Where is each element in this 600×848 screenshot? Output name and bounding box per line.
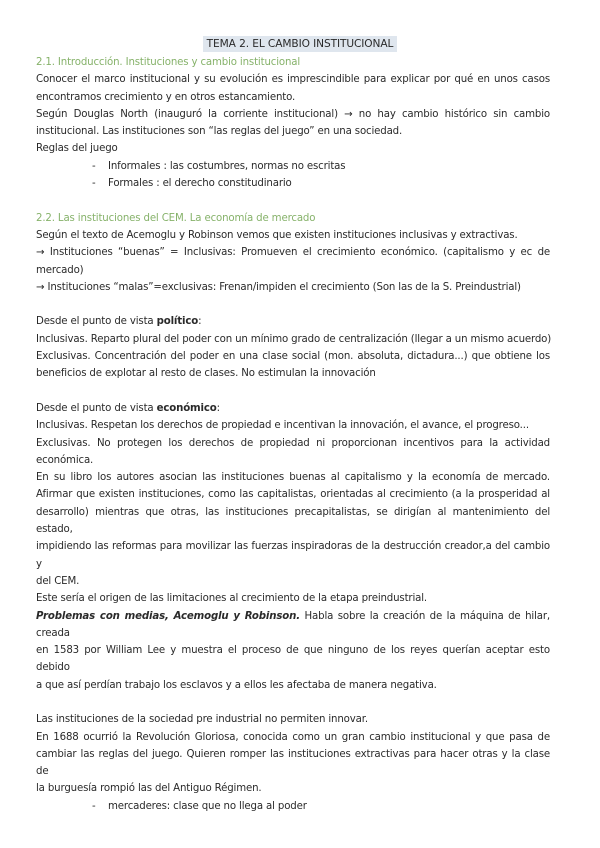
paragraph-line: Las instituciones de la sociedad pre industrial no permiten innovar. bbox=[36, 714, 368, 726]
spacer bbox=[36, 694, 550, 711]
rules-label: Reglas del juego bbox=[36, 143, 118, 155]
paragraph-line: mercado) bbox=[36, 264, 84, 276]
spacer bbox=[36, 192, 550, 209]
page-title: TEMA 2. EL CAMBIO INSTITUCIONAL bbox=[203, 36, 398, 52]
paragraph-line: beneficios de explotar al resto de clases. No estimulan la innovación bbox=[36, 368, 376, 380]
bold-term: económico bbox=[156, 402, 217, 414]
paragraph-line: Inclusivas. Respetan los derechos de propiedad e incentivan la innovación, el avance, el progreso... bbox=[36, 420, 529, 432]
paragraph-line: del CEM. bbox=[36, 575, 80, 587]
paragraph-line: En 1688 ocurrió la Revolución Gloriosa, conocida como un gran cambio institucional y que pasa de bbox=[36, 731, 550, 743]
document-body bbox=[36, 54, 550, 815]
paragraph-line: Exclusivas. Concentración del poder en una clase social (mon. absoluta, dictadura...) que obtiene los bbox=[36, 351, 550, 363]
paragraph-line: en 1583 por William Lee y muestra el proceso de que ninguno de los reyes querían aceptar esto debido bbox=[36, 645, 550, 674]
paragraph-line: Conocer el marco institucional y su evolución es imprescindible para explicar por qué en unos casos bbox=[36, 74, 550, 86]
text-span: Desde el punto de vista bbox=[36, 402, 157, 414]
paragraph-line: económica. bbox=[36, 454, 94, 466]
paragraph-line: encontramos crecimiento y en otros estancamiento. bbox=[36, 91, 296, 103]
economic-viewpoint-label bbox=[36, 400, 550, 417]
list-item-text: Formales : el derecho constitudinario bbox=[108, 178, 292, 190]
list-item bbox=[36, 158, 550, 175]
paragraph-line: cambiar las reglas del juego. Quieren romper las instituciones extractivas para hacer otras y la clase de bbox=[36, 748, 550, 778]
title-wrap bbox=[0, 36, 600, 52]
paragraph-line: la burguesía rompió las del Antiguo Régimen. bbox=[36, 783, 262, 795]
paragraph-line: institucional. Las instituciones son “las reglas del juego” en una sociedad. bbox=[36, 126, 403, 138]
text-span: : bbox=[198, 316, 202, 328]
bullet-dash: - bbox=[92, 160, 96, 172]
list-item bbox=[36, 798, 550, 815]
paragraph-line: Inclusivas. Reparto plural del poder con un mínimo grado de centralización (llegar a un mismo acuerdo) bbox=[36, 333, 552, 345]
paragraph-line: En su libro los autores asocian las instituciones buenas al capitalismo y la economía de mercado. bbox=[36, 472, 550, 484]
bullet-dash: - bbox=[92, 800, 96, 812]
list-item-text: mercaderes: clase que no llega al poder bbox=[108, 800, 307, 812]
paragraph-line: desarrollo) mientras que otras, las instituciones precapitalistas, se dirigían al mantenimiento del estado, bbox=[36, 506, 550, 536]
paragraph-line: Este sería el origen de las limitaciones al crecimiento de la etapa preindustrial. bbox=[36, 593, 428, 605]
list-item bbox=[36, 175, 550, 192]
section-heading-2-1: 2.1. Introducción. Instituciones y cambio institucional bbox=[36, 57, 301, 68]
paragraph-line: impidiendo las reformas para movilizar las fuerzas inspiradoras de la destrucción creador,a del cambio y bbox=[36, 541, 550, 570]
paragraph-line: → Instituciones “malas”=exclusivas: Frenan/impiden el crecimiento (Son las de la S. Preindustrial) bbox=[36, 281, 521, 293]
bold-italic-term: Problemas con medias, Acemoglu y Robinson. bbox=[36, 610, 300, 622]
spacer bbox=[36, 296, 550, 313]
text-span: : bbox=[216, 402, 220, 414]
paragraph-line: Exclusivas. No protegen los derechos de propiedad ni proporcionan incentivos para la actividad bbox=[36, 437, 550, 449]
text-span: Habla sobre la creación de la máquina de hilar, creada bbox=[36, 610, 550, 639]
bullet-dash: - bbox=[92, 178, 96, 190]
political-viewpoint-label bbox=[36, 313, 550, 330]
section-heading-2-2: 2.2. Las instituciones del CEM. La economía de mercado bbox=[36, 212, 316, 224]
spacer bbox=[36, 383, 550, 400]
text-span: Desde el punto de vista bbox=[36, 316, 157, 328]
list-item-text: Informales : las costumbres, normas no escritas bbox=[108, 160, 346, 172]
paragraph-line: a que así perdían trabajo los esclavos y a ellos les afectaba de manera negativa. bbox=[36, 679, 437, 691]
paragraph-line: Según el texto de Acemoglu y Robinson vemos que existen instituciones inclusivas y extractivas. bbox=[36, 229, 518, 241]
paragraph-line: → Instituciones “buenas” = Inclusivas: Promueven el crecimiento económico. (capitalismo y ec de bbox=[36, 247, 550, 259]
paragraph-line: Afirmar que existen instituciones, como las capitalistas, orientadas al crecimiento (a la prosperidad al bbox=[36, 489, 550, 501]
paragraph-line bbox=[36, 608, 550, 643]
paragraph-line: Según Douglas North (inauguró la corriente institucional) → no hay cambio histórico sin cambio bbox=[36, 108, 550, 120]
bold-term: político bbox=[156, 316, 199, 328]
